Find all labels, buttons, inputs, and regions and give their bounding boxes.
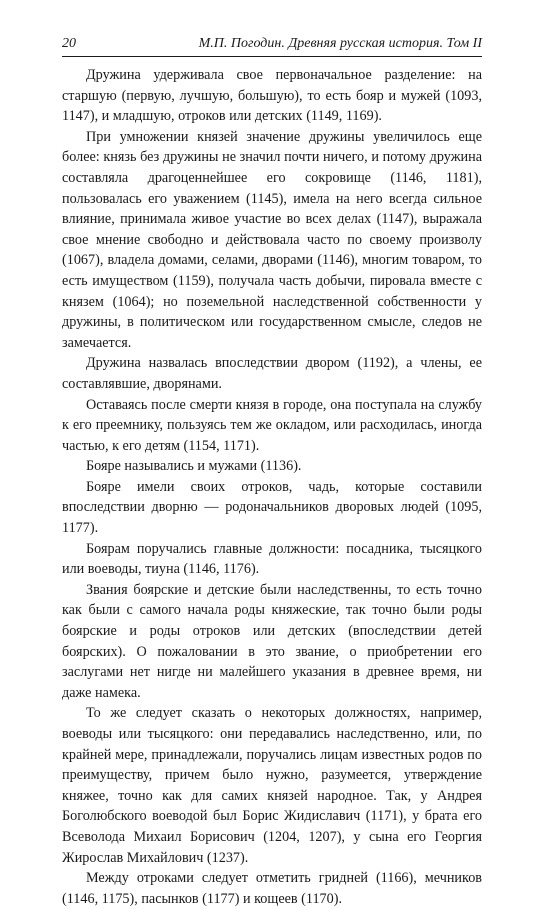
running-head: М.П. Погодин. Древняя русская история. Том II [198, 36, 482, 51]
page-header [62, 36, 482, 57]
paragraph: Боярам поручались главные должности: посадника, тысяцкого или воеводы, тиуна (1146, 1176). [62, 540, 482, 578]
paragraph: Оставаясь после смерти князя в городе, она поступала на службу к его преемнику, пользуясь тем же окладом, или расходилась, иногда частью, к его детям (1154, 1171). [62, 396, 482, 454]
paragraph: То же следует сказать о некоторых должностях, например, воеводы или тысяцкого: они передавались наследственно, или, по крайней мере, принадлежали, поручались лицам известных родов по преимуществу, причем было нужно, разумеется, утверждение княжее, точно как для самих князей народное. Так, у Андрея Боголюбского воеводой был Борис Жидиславич (1171), у брата его Всеволода Михаил Борисович (1204, 1207), у сына его Георгия Жирослав Михайлович (1237). [62, 705, 482, 866]
paragraph: Дружина удерживала свое первоначальное разделение: на старшую (первую, лучшую, большую), то есть бояр и мужей (1093, 1147), и младшую, отроков или детских (1149, 1169). [62, 67, 482, 125]
paragraph: При умножении князей значение дружины увеличилось еще более: князь без дружины не значил почти ничего, и потому дружина составляла драгоценнейшее его сокровище (1146, 1181), пользовалась его уважением (1145), имела на него всегда сильное влияние, принимала живое участие во всех делах (1147), выражала свое мнение свободно и действовала часто по своему произволу (1067), владела домами, селами, дворами (1146), многим товаром, то есть имуществом (1159), получала часть добычи, пировала вместе с князем (1064); но поземельной наследственной собственности у дружины, в политическом или государственном смысле, следов не замечается. [62, 128, 482, 351]
paragraph: Звания боярские и детские были наследственны, то есть точно как были с самого начала роды княжеские, так точно были роды боярские и роды отроков или детских (впоследствии детей боярских). О пожаловании в это звание, о приобретении его заслугами нет нигде ни малейшего указания в древнее время, ни даже намека. [62, 581, 482, 701]
paragraph: Дружина назвалась впоследствии двором (1192), а члены, ее составлявшие, дворянами. [62, 355, 482, 392]
page-body [62, 65, 482, 909]
paragraph: Бояре имели своих отроков, чадь, которые составили впоследствии дворню — родоначальников дворовых людей (1095, 1177). [62, 478, 482, 537]
page-number: 20 [62, 36, 76, 51]
paragraph: Между отроками следует отметить гридней (1166), мечников (1146, 1175), пасынков (1177) и кощеев (1170). [62, 870, 482, 907]
book-page [62, 36, 482, 909]
paragraph: Бояре назывались и мужами (1136). [86, 458, 302, 475]
